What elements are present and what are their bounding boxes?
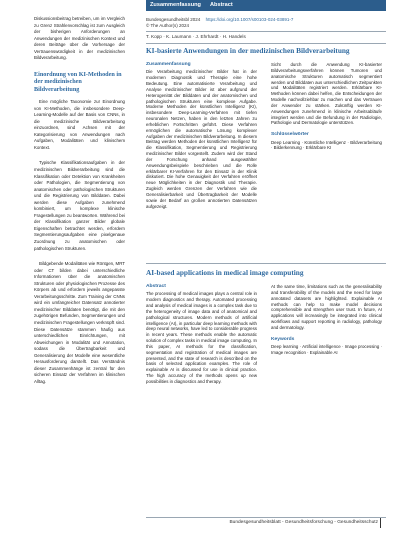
english-heading: Abstract xyxy=(146,284,166,289)
left-paragraph-2: Eine mögliche Taxonomie zur Einordnung von KI-Methoden, die insbesondere Deep-Learning-Modelle auf der Basis von CNNs, in die medizinische Bildverarbeitung einzuordnen, sind Achsen mit der Kategorisierung von Anwendungen nach Aufgaben, Modalitäten und klinischem Kontext. xyxy=(34,99,125,150)
doi-link[interactable]: https://doi.org/10.1007/s00103-024-03891-7 xyxy=(205,17,294,22)
citation-meta xyxy=(146,17,386,30)
german-column-2 xyxy=(271,62,382,151)
english-text-2: At the same time, limitations such as the generalisability and transferability of the models and the need for large annotated datasets are highlighted. Explainable AI methods can help to make model decisions comprehensible and strengthen user trust. In future, AI applications will increasingly be integrated into clinical workflows and support reporting in radiology, pathology and dermatology. xyxy=(271,284,382,330)
left-column xyxy=(34,16,125,385)
english-column-1 xyxy=(146,284,257,385)
tab-zusammenfassung: Zusammenfassung xyxy=(150,2,201,8)
divider xyxy=(146,263,386,264)
german-keywords-heading: Schlüsselwörter xyxy=(271,132,309,138)
divider xyxy=(146,31,386,32)
german-text-2: Sicht durch die Anwendung KI-basierter Bildverarbeitungsverfahren können Tumoren und anatomische Strukturen automatisch segmentiert werden und Bilddaten aus unterschiedlichen Zeitpunkten und Modalitäten registriert werden. Erklärbare KI-Methoden können dabei helfen, die Entscheidungen der Modelle nachvollziehbar zu machen und das Vertrauen der Anwender zu stärken. Zukünftig werden KI-Anwendungen zunehmend in klinische Arbeitsabläufe integriert werden und die Befundung in der Radiologie, Pathologie und Dermatologie unterstützen. xyxy=(271,62,382,126)
german-heading: Zusammenfassung xyxy=(146,62,191,67)
authors: T. Kopp · K. Laumann · J. Ehrhardt · H. Handels xyxy=(146,34,246,39)
page-marker xyxy=(380,518,381,528)
german-column-1 xyxy=(146,62,257,210)
divider xyxy=(146,43,386,44)
abstract-header-bar xyxy=(146,0,386,11)
english-keywords: Deep learning · Artificial intelligence · Image processing · Image recognition · Explainable AI xyxy=(271,344,382,355)
section-heading: Einordnung von KI-Methoden in der medizinischen Bildverarbeitung xyxy=(34,70,122,93)
english-title: AI-based applications in medical image computing xyxy=(146,268,304,277)
english-keywords-heading: Keywords xyxy=(271,336,295,342)
journal-footer: Bundesgesundheitsblatt - Gesundheitsforschung - Gesundheitsschutz xyxy=(229,520,378,525)
journal-line: Bundesgesundheitsbl 2024 xyxy=(146,17,201,22)
english-column-2 xyxy=(271,284,382,356)
german-text-1: Die Verarbeitung medizinischer Bilder hat in der modernen Diagnostik und Therapie eine hohe Bedeutung. Eine automatisierte Verarbeitung und Analyse medizinischer Bilder ist aber aufgrund der Heterogenität der Bilddaten und der anatomischen und pathologischen Strukturen eine komplexe Aufgabe. Moderne Methoden der künstlichen Intelligenz (KI), insbesondere Deep-Learning-Verfahren mit tiefen neuronalen Netzen, haben in den letzten Jahren zu erheblichen Fortschritten geführt. Diese Verfahren ermöglichen die automatische Lösung komplexer Aufgaben der medizinischen Bildverarbeitung. In diesem Beitrag werden Methoden der künstlichen Intelligenz für die Klassifikation, Segmentierung und Registrierung medizinischer Bilder vorgestellt. Zudem wird der Stand der Forschung anhand ausgewählter Anwendungsbeispiele beschrieben und die Rolle erklärbarer KI-Verfahren für den Einsatz in der Klinik diskutiert. Die hohe Genauigkeit der Verfahren eröffnet neue Möglichkeiten in der Diagnostik und Therapie. Zugleich werden Grenzen der Verfahren wie die Generalisierbarkeit und Übertragbarkeit der Modelle sowie der Bedarf an großen annotierten Datensätzen aufgezeigt. xyxy=(146,69,257,209)
english-text-1: The processing of medical images plays a central role in modern diagnostics and therapy. Automated processing and analysis of medical images is a complex task due to the heterogeneity of image data and of anatomical and pathological structures. Modern methods of artificial intelligence (AI), in particular deep learning methods with deep neural networks, have led to considerable progress in recent years. These methods enable the automatic solution of complex tasks in medical image computing. In this paper, AI methods for the classification, segmentation and registration of medical images are presented, and the state of research is described on the basis of selected application examples. The role of explainable AI is discussed for use in clinical practice. The high accuracy of the methods opens up new possibilities in diagnostics and therapy. xyxy=(146,291,257,384)
footer-divider xyxy=(146,517,386,518)
tab-abstract: Abstract xyxy=(210,2,233,8)
left-paragraph-4: Bildgebende Modalitäten wie Röntgen, MRT oder CT bilden dabei unterschiedliche Informationen über die anatomischen Strukturen oder physiologischen Prozesse des Körpers ab und erfordern jeweils angepasste Verarbeitungsschritte. Zum Training der CNNs wird ein umfangreicher Datensatz annotierter medizinischer Bilddaten benötigt, die mit den zugehörigen Befunden, Segmentierungen und medizinischen Fragestellungen verknüpft sind. Diese Datensätze stammen häufig aus unterschiedlichen Einrichtungen, mit Abweichungen in Modalität und Annotation, sodass die Übertragbarkeit und Generalisierung der Modelle eine wesentliche Herausforderung darstellt. Das Verständnis dieser Zusammenhänge ist zentral für den sicheren Einsatz der Verfahren im klinischen Alltag. xyxy=(34,261,125,384)
left-paragraph-3: Typische Klassifikationsaufgaben in der medizinischen Bildverarbeitung sind die Klassifikation oder Detektion von Krankheiten oder Pathologien, die Segmentierung von anatomischen oder pathologischen Strukturen und die Registrierung von Bilddaten. Dabei werden diese Aufgaben zunehmend kombiniert, um komplexe klinische Fragestellungen zu beantworten. Während bei der Klassifikation ganzer Bilder globale Eigenschaften betrachtet werden, erfordern Segmentierungsaufgaben eine pixelgenaue Zuordnung zu anatomischen oder pathologischen Strukturen. xyxy=(34,160,125,251)
copyright-line: © The Author(s) 2024 xyxy=(146,23,190,29)
german-keywords: Deep Learning · Künstliche Intelligenz · Bildverarbeitung · Bilderkennung · Erklärbare KI xyxy=(271,139,382,151)
left-paragraph-1: Diskussionsbeitrag betreiben, um im Vergleich zu Grenz Strahlenvorschlag ist zum Ausgleich der bisherigen Anforderungen an Anwendungen der medizinischen Kontext und deren Beiträge über die Vorhersage der Vertrauenswürdigkeit in der medizinischen Bildverarbeitung. xyxy=(34,16,125,61)
german-title: KI-basierte Anwendungen in der medizinischen Bildverarbeitung xyxy=(146,46,350,55)
